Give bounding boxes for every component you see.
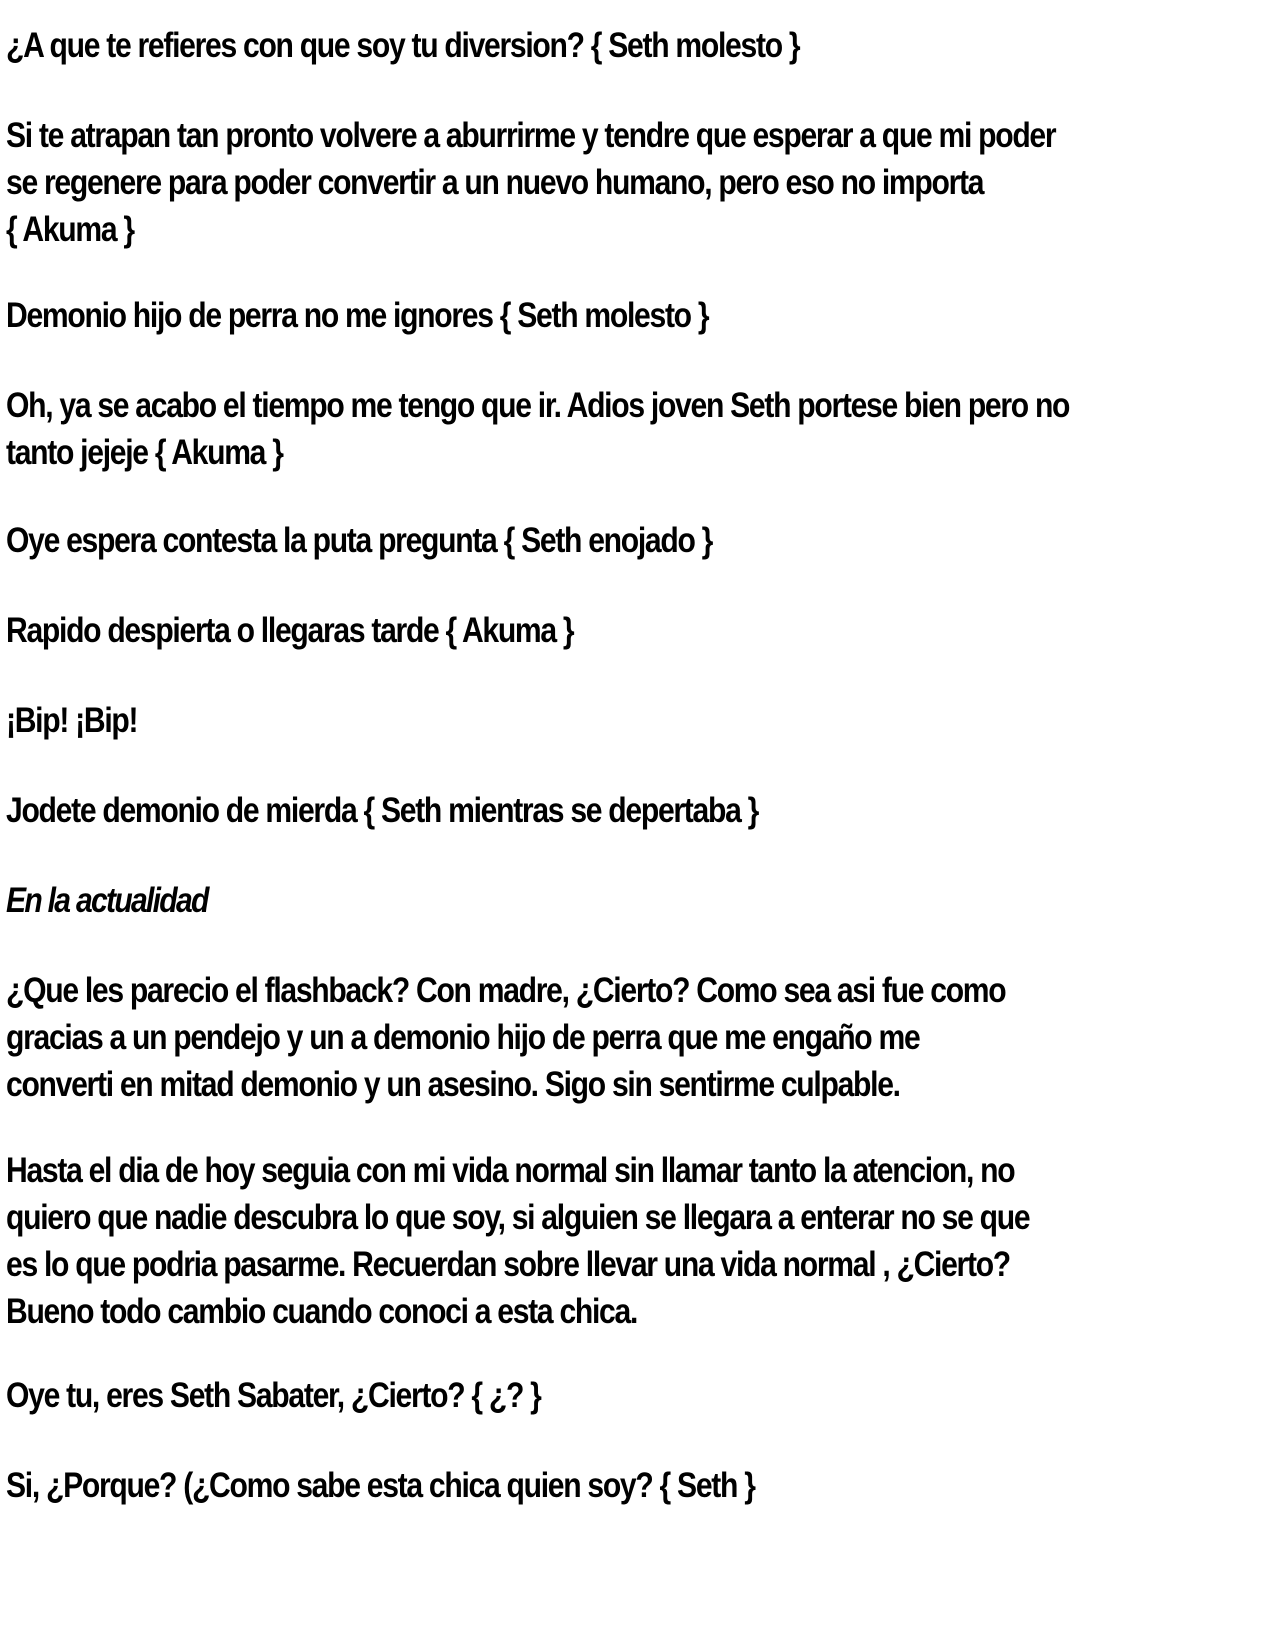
text-line: Jodete demonio de mierda { Seth mientras se depertaba } bbox=[6, 791, 759, 830]
text-line: ¿Que les parecio el flashback? Con madre, ¿Cierto? Como sea asi fue como bbox=[6, 971, 1006, 1010]
text-line: Hasta el dia de hoy seguia con mi vida normal sin llamar tanto la atencion, no bbox=[6, 1151, 1015, 1190]
paragraph-3 bbox=[6, 292, 1268, 339]
paragraph-12 bbox=[6, 1372, 1268, 1419]
text-line: Oye tu, eres Seth Sabater, ¿Cierto? { ¿? } bbox=[6, 1376, 541, 1415]
text-line: ¡Bip! ¡Bip! bbox=[6, 701, 138, 740]
paragraph-8 bbox=[6, 787, 1268, 834]
paragraph-13 bbox=[6, 1462, 1268, 1509]
text-line: ¿A que te refieres con que soy tu diversion? { Seth molesto } bbox=[6, 26, 800, 65]
text-line: converti en mitad demonio y un asesino. Sigo sin sentirme culpable. bbox=[6, 1065, 900, 1104]
text-line: se regenere para poder convertir a un nuevo humano, pero eso no importa bbox=[6, 163, 984, 202]
section-heading bbox=[6, 877, 1268, 924]
text-line: Rapido despierta o llegaras tarde { Akuma } bbox=[6, 611, 574, 650]
text-line: Oye espera contesta la puta pregunta { Seth enojado } bbox=[6, 521, 713, 560]
paragraph-1 bbox=[6, 22, 1268, 69]
text-line: es lo que podria pasarme. Recuerdan sobre llevar una vida normal , ¿Cierto? bbox=[6, 1245, 1010, 1284]
text-line: Bueno todo cambio cuando conoci a esta chica. bbox=[6, 1292, 638, 1331]
text-line: gracias a un pendejo y un a demonio hijo de perra que me engaño me bbox=[6, 1018, 920, 1057]
text-line: quiero que nadie descubra lo que soy, si alguien se llegara a enterar no se que bbox=[6, 1198, 1030, 1237]
text-line: Si te atrapan tan pronto volvere a aburrirme y tendre que esperar a que mi poder bbox=[6, 116, 1056, 155]
text-line: tanto jejeje { Akuma } bbox=[6, 433, 283, 472]
paragraph-11 bbox=[6, 1147, 1268, 1335]
text-line: Demonio hijo de perra no me ignores { Seth molesto } bbox=[6, 296, 709, 335]
text-line: En la actualidad bbox=[6, 881, 208, 920]
text-line: Si, ¿Porque? (¿Como sabe esta chica quien soy? { Seth } bbox=[6, 1466, 755, 1505]
paragraph-7 bbox=[6, 697, 1268, 744]
paragraph-6 bbox=[6, 607, 1268, 654]
paragraph-10 bbox=[6, 967, 1268, 1108]
paragraph-4 bbox=[6, 382, 1268, 476]
text-line: Oh, ya se acabo el tiempo me tengo que ir. Adios joven Seth portese bien pero no bbox=[6, 386, 1070, 425]
text-line: { Akuma } bbox=[6, 210, 134, 249]
paragraph-5 bbox=[6, 517, 1268, 564]
paragraph-2 bbox=[6, 112, 1268, 253]
